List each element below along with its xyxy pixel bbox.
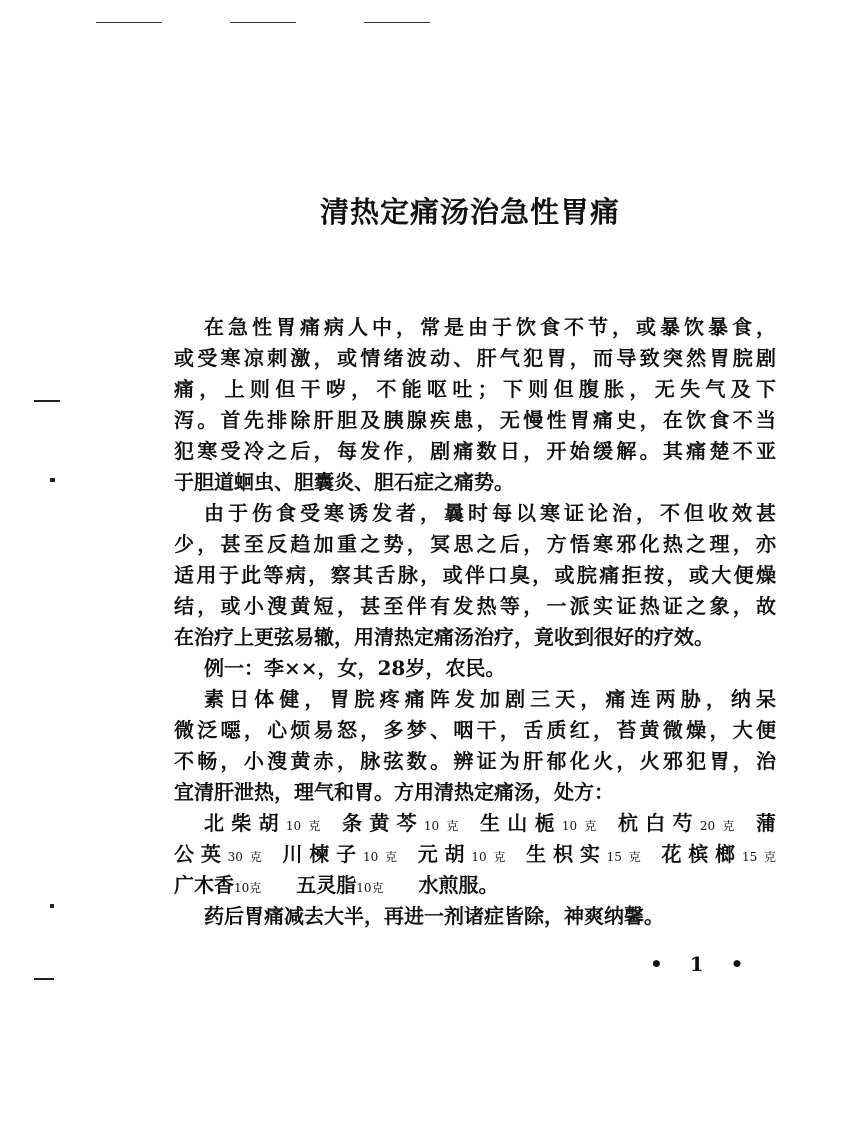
herb-name: 元胡 — [417, 842, 472, 866]
text-line: 宜清肝泄热，理气和胃。方用清热定痛汤，处方： — [174, 780, 614, 804]
text-line: 适用于此等病，察其舌脉，或伴口臭，或脘痛拒按，或大便燥 — [174, 563, 776, 587]
herb-name: 花槟榔 — [661, 842, 742, 866]
text-line: 在治疗上更弦易辙，用清热定痛汤治疗，竟收到很好的疗效。 — [174, 625, 714, 649]
prescription-item — [282, 842, 403, 866]
text-line: 少，甚至反趋加重之势，冥思之后，方悟寒邪化热之理，亦 — [174, 532, 776, 556]
prescription-item — [526, 842, 647, 866]
prescription-item — [174, 873, 261, 897]
herb-dose: 10克 — [471, 850, 513, 864]
herb-dose: 10克 — [356, 881, 384, 895]
scan-mark — [50, 478, 55, 482]
prescription-item — [418, 842, 513, 866]
herb-name: 蒲 — [756, 811, 776, 835]
text-line: 于胆道蛔虫、胆囊炎、胆石症之痛势。 — [174, 470, 514, 494]
text-line: 痛，上则但干哕，不能呕吐；下则但腹胀，无失气及下 — [174, 377, 776, 401]
text-line: 或受寒凉刺激，或情绪波动、肝气犯胃，而导致突然胃脘剧 — [174, 346, 776, 370]
prescription-item — [296, 873, 383, 897]
document-body — [174, 312, 776, 932]
text-line: 由于伤食受寒诱发者，曩时每以寒证论治，不但收效甚 — [204, 501, 776, 525]
prescription-item — [618, 811, 742, 835]
herb-dose: 10克 — [561, 819, 604, 833]
herb-name: 广木香 — [174, 873, 234, 897]
herb-name: 杭白芍 — [618, 811, 700, 835]
herb-dose: 10克 — [362, 850, 404, 864]
prescription-line — [174, 808, 776, 839]
text-line: 结，或小溲黄短，甚至伴有发热等，一派实证热证之象，故 — [174, 594, 776, 618]
text-line: 例一：李××，女，28岁，农民。 — [204, 656, 506, 680]
prescription-item — [174, 842, 269, 866]
text-line: 犯寒受冷之后，每发作，剧痛数日，开始缓解。其痛楚不亚 — [174, 439, 776, 463]
prescription-item — [480, 811, 604, 835]
page-title: 清热定痛汤治急性胃痛 — [319, 195, 620, 229]
page-number: • 1 • — [650, 952, 754, 976]
prescription-item — [342, 811, 466, 835]
prescription-item — [661, 842, 776, 866]
top-rule — [230, 22, 296, 23]
herb-dose: 20克 — [699, 819, 742, 833]
text-line: 不畅，小溲黄赤，脉弦数。辨证为肝郁化火，火邪犯胃，治 — [174, 749, 776, 773]
text-line: 微泛噁，心烦易怒，多梦、咽干，舌质红，苔黄微燥，大便 — [174, 718, 776, 742]
herb-dose: 30克 — [227, 850, 269, 864]
scan-mark — [34, 400, 60, 402]
herb-dose: 10克 — [285, 819, 328, 833]
text-line: 在急性胃痛病人中，常是由于饮食不节，或暴饮暴食， — [204, 315, 776, 339]
herb-name: 北柴胡 — [204, 811, 286, 835]
herb-dose: 15克 — [606, 850, 648, 864]
herb-name: 条黄芩 — [342, 811, 424, 835]
closing-paragraph: 药后胃痛减去大半，再进一剂诸症皆除，神爽纳馨。 — [204, 904, 664, 928]
prescription — [174, 808, 776, 901]
scan-mark — [50, 904, 54, 908]
text-line: 泻。首先排除肝胆及胰腺疾患，无慢性胃痛史，在饮食不当 — [174, 408, 776, 432]
text-line: 素日体健，胃脘疼痛阵发加剧三天，痛连两胁，纳呆 — [204, 687, 776, 711]
prescription-line — [174, 839, 776, 870]
top-rule — [364, 22, 430, 23]
herb-name: 生枳实 — [526, 842, 607, 866]
top-rule — [96, 22, 162, 23]
herb-name: 川楝子 — [282, 842, 363, 866]
scan-mark — [34, 978, 54, 980]
prescription-item — [756, 811, 776, 835]
herb-name: 生山栀 — [480, 811, 562, 835]
herb-name: 五灵脂 — [296, 873, 357, 897]
prescription-line — [174, 870, 776, 901]
herb-name: 水煎服。 — [418, 873, 499, 897]
prescription-item — [204, 811, 328, 835]
herb-name: 公英 — [174, 842, 228, 866]
prescription-item — [419, 873, 499, 897]
herb-dose: 10克 — [423, 819, 466, 833]
herb-dose: 15克 — [741, 850, 776, 864]
herb-dose: 10克 — [234, 881, 262, 895]
